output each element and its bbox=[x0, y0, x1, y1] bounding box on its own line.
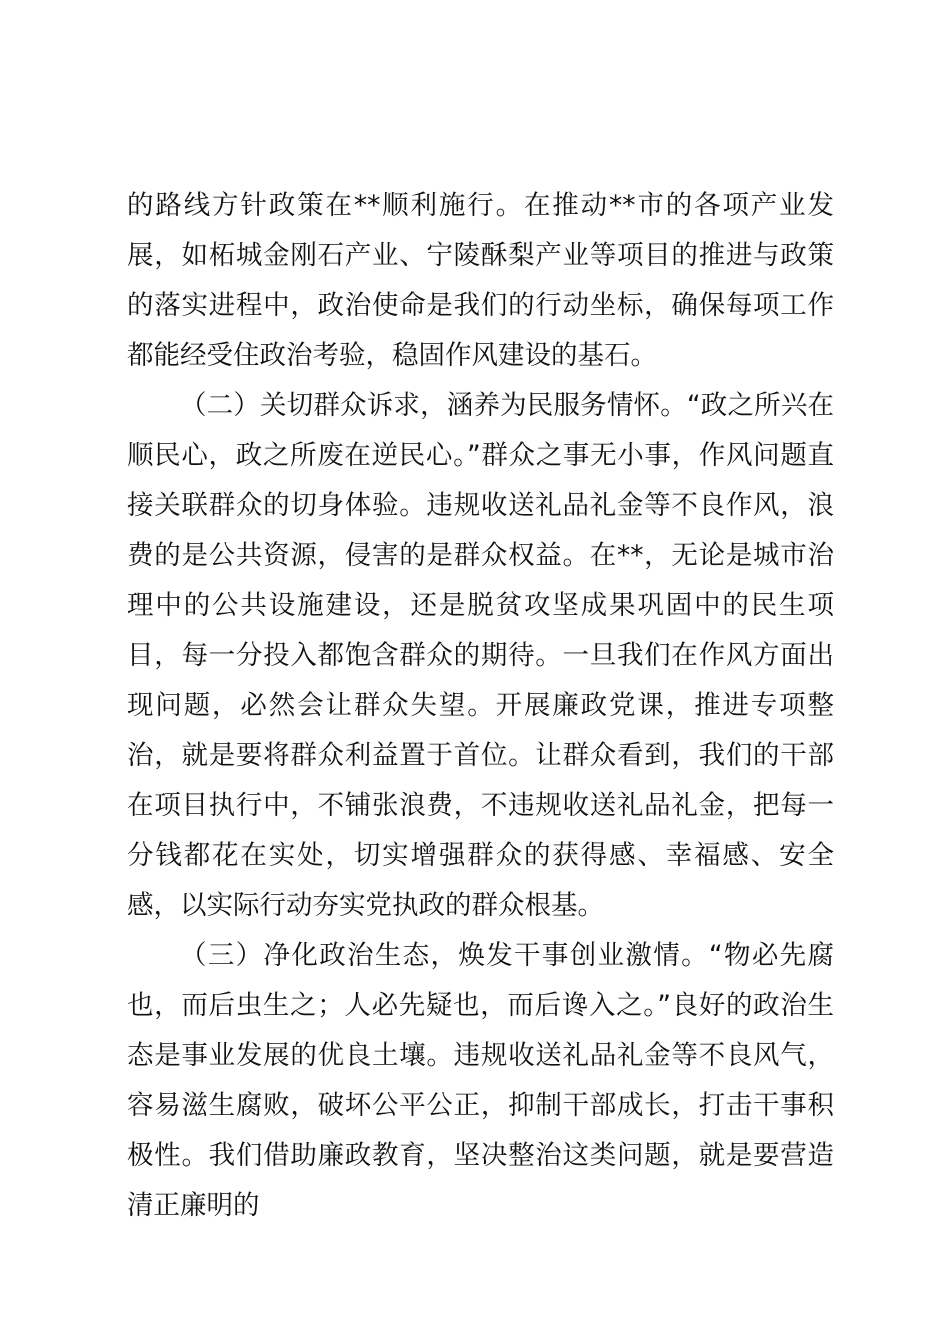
paragraph-section-three: （三）净化政治生态，焕发干事创业激情。“物必先腐也，而后虫生之；人必先疑也，而后谗入之。”良好的政治生态是事业发展的优良土壤。违规收送礼品礼金等不良风气，容易滋生腐败，破坏公平公正，抑制干部成长，打击干事积极性。我们借助廉政教育，坚决整治这类问题，就是要营造清正廉明的 bbox=[127, 940, 834, 1221]
document-body bbox=[127, 181, 834, 1231]
paragraph-continuation: 的路线方针政策在**顺利施行。在推动**市的各项产业发展，如柘城金刚石产业、宁陵酥梨产业等项目的推进与政策的落实进程中，政治使命是我们的行动坐标，确保每项工作都能经受住政治考验，稳固作风建设的基石。 bbox=[127, 190, 834, 371]
paragraph-section-two: （二）关切群众诉求，涵养为民服务情怀。“政之所兴在顺民心，政之所废在逆民心。”群众之事无小事，作风问题直接关联群众的切身体验。违规收送礼品礼金等不良作风，浪费的是公共资源，侵害的是群众权益。在**，无论是城市治理中的公共设施建设，还是脱贫攻坚成果巩固中的民生项目，每一分投入都饱含群众的期待。一旦我们在作风方面出现问题，必然会让群众失望。开展廉政党课，推进专项整治，就是要将群众利益置于首位。让群众看到，我们的干部在项目执行中，不铺张浪费，不违规收送礼品礼金，把每一分钱都花在实处，切实增强群众的获得感、幸福感、安全感，以实际行动夯实党执政的群众根基。 bbox=[127, 390, 834, 921]
